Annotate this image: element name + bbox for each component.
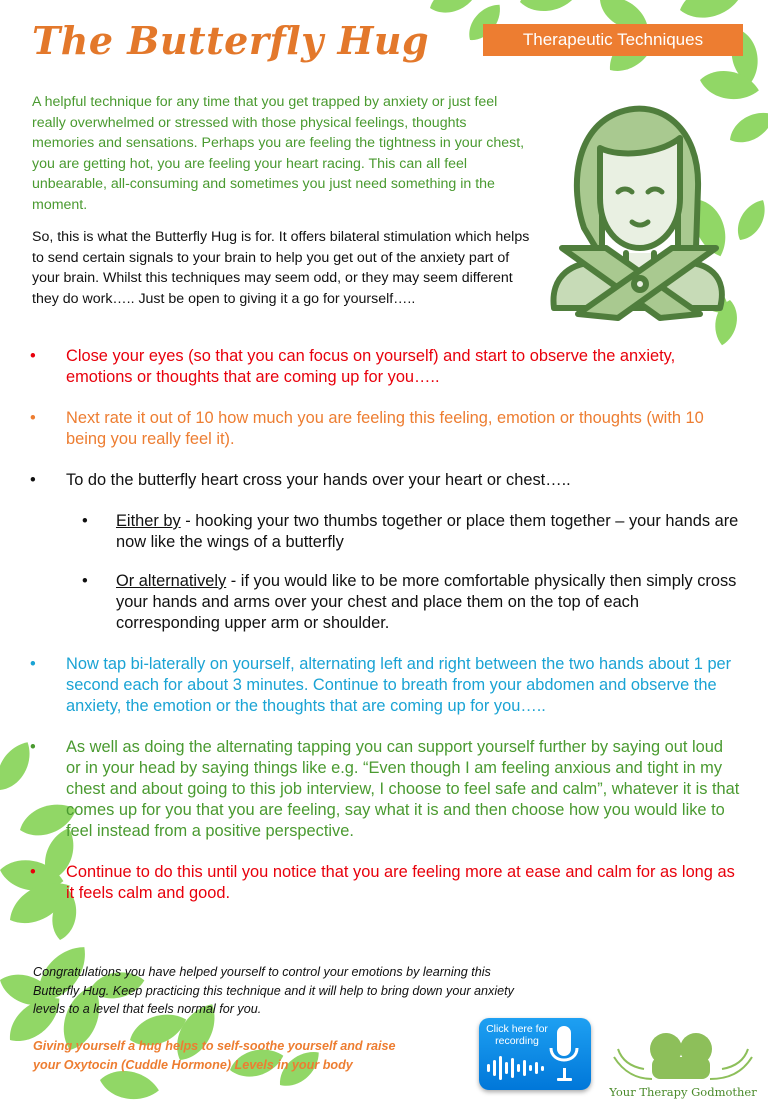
sub-step-text: - hooking your two thumbs together or place them together – your hands are now like the wings of a butterfly — [116, 512, 739, 551]
category-tag: Therapeutic Techniques — [483, 24, 743, 56]
bullet: • — [30, 655, 36, 673]
recording-label: Click here for recording — [486, 1023, 548, 1047]
step-text: To do the butterfly heart cross your hands over your heart or chest….. — [66, 471, 571, 489]
step-text: Now tap bi-laterally on yourself, alternating left and right between the two hands about 1 per second each for about 3 minutes. Continue to breath from your abdomen and observe the anxiety, the emotion or the thoughts that are coming up for you….. — [66, 655, 732, 715]
step-text: Close your eyes (so that you can focus on yourself) and start to observe the anxiety, emotions or thoughts that are coming up for you….. — [66, 347, 676, 386]
step-text: Continue to do this until you notice that you are feeling more at ease and calm for as long as it feels calm and good. — [66, 863, 735, 902]
step-item — [30, 408, 742, 450]
recording-button[interactable] — [479, 1018, 591, 1090]
bullet: • — [30, 409, 36, 427]
bullet: • — [30, 738, 36, 756]
step-item — [30, 470, 742, 491]
step-text: Next rate it out of 10 how much you are feeling this feeling, emotion or thoughts (with 10 being you really feel it). — [66, 409, 704, 448]
sub-step-item — [30, 571, 742, 634]
oxytocin-note: Giving yourself a hug helps to self-soothe yourself and raise your Oxytocin (Cuddle Hormone) Levels in your body — [33, 1039, 396, 1072]
sub-step-lead: Or alternatively — [116, 572, 227, 590]
step-item — [30, 654, 742, 717]
sub-step-lead: Either by — [116, 512, 181, 530]
intro-paragraph: A helpful technique for any time that you get trapped by anxiety or just feel really overwhelmed or stressed with those physical feelings, thoughts memories and sensations. Perhaps you are feeling the tightness in your chest, you are getting hot, you are feeling your heart racing. This can all feel unbearable, all-consuming and sometimes you just need something in the moment. — [32, 94, 525, 213]
step-item — [30, 737, 742, 842]
bullet: • — [82, 572, 88, 590]
congratulations-note: Congratulations you have helped yourself to control your emotions by learning this Butterfly Hug. Keep practicing this technique and it will help to bring down your anxiety levels to a level that feels normal for you. — [33, 965, 514, 1016]
bullet: • — [82, 512, 88, 530]
sub-step-item — [30, 511, 742, 553]
butterfly-hug-illustration — [540, 88, 730, 323]
step-item — [30, 862, 742, 904]
bullet: • — [30, 863, 36, 881]
bullet: • — [30, 347, 36, 365]
brand-name: Your Therapy Godmother — [609, 1085, 757, 1099]
sub-step-text: - if you would like to be more comfortable physically then simply cross your hands and arms over your chest and place them on the top of each corresponding upper arm or shoulder. — [116, 572, 737, 632]
explanation-paragraph: So, this is what the Butterfly Hug is for. It offers bilateral stimulation which helps to send certain signals to your brain to help you get out of the anxiety part of your brain. Whilst this techniques may seem odd, or they may seem different they do work….. Just be open to giving it a go for yourself….. — [32, 229, 530, 307]
page-title: The Butterfly Hug — [32, 18, 430, 63]
sub-list-container — [30, 511, 742, 634]
step-text: As well as doing the alternating tapping you can support yourself further by saying out loud or in your head by saying things like e.g. “Even though I am feeling anxious and tight in my chest and about going to this job interview, I choose to feel safe and calm”, whatever it is that comes up for you that you are feeling, say what it is and then choose how you would like to feel instead from a positive perspective. — [66, 738, 740, 840]
sub-list — [30, 511, 742, 634]
logo-icon — [608, 1027, 758, 1085]
bullet: • — [30, 471, 36, 489]
step-item — [30, 346, 742, 388]
brand-logo — [608, 1027, 758, 1105]
instruction-list — [30, 346, 742, 904]
